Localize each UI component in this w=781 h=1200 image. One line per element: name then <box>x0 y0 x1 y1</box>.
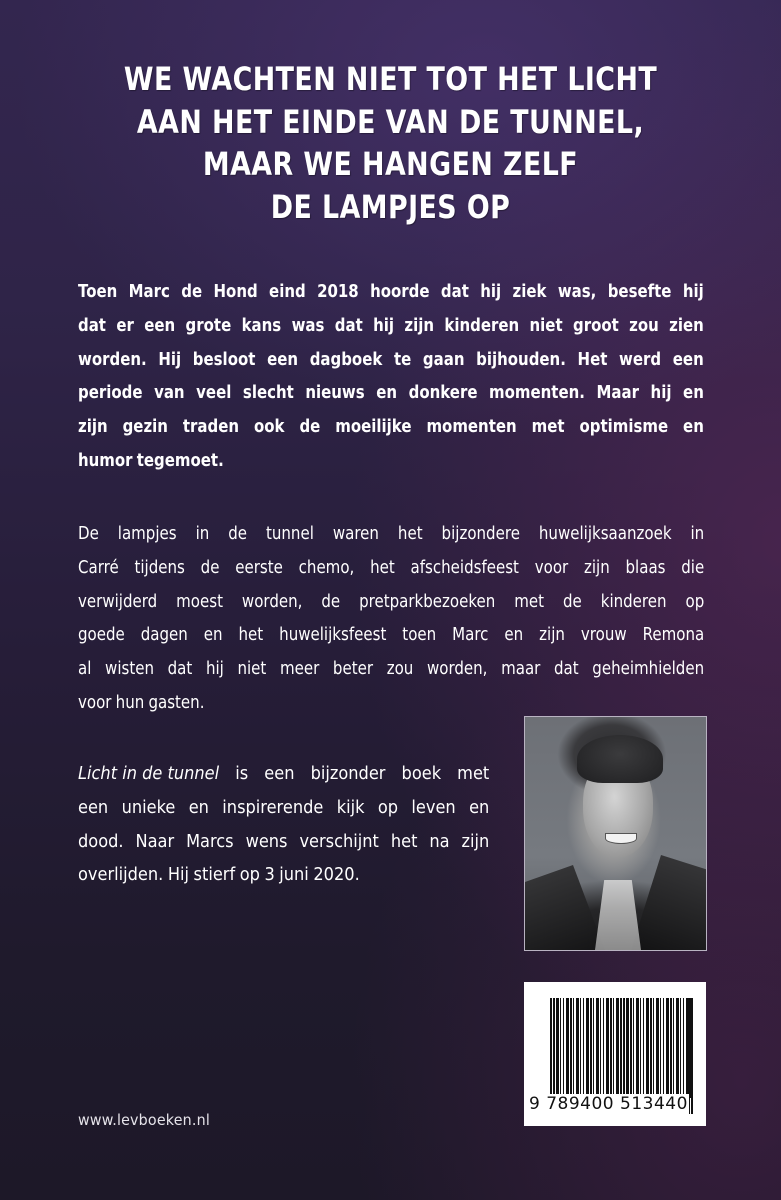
headline-quote <box>96 58 685 228</box>
word: er <box>116 315 134 336</box>
word: boek <box>401 763 442 784</box>
word: zijn <box>539 624 565 646</box>
word: nieuws <box>305 383 365 404</box>
publisher-url[interactable]: www.levboeken.nl <box>78 1111 210 1129</box>
photo-smile <box>605 833 637 844</box>
word: zijn <box>78 417 108 438</box>
word: zijn <box>404 315 435 336</box>
word: unieke <box>121 796 176 818</box>
word: te <box>393 349 412 370</box>
word: traden <box>182 417 240 438</box>
text-line <box>78 825 489 859</box>
word: pretparkbezoeken <box>359 590 496 612</box>
word: in <box>690 523 705 544</box>
word: een <box>144 315 176 336</box>
word: het <box>390 830 418 852</box>
word: De <box>78 523 99 544</box>
word: 2018 <box>317 282 359 302</box>
word: ziek <box>512 282 547 302</box>
word: wisten <box>105 658 154 680</box>
word: Marcs <box>186 830 234 852</box>
word: moeilijke <box>335 417 412 438</box>
word: zou <box>386 658 414 680</box>
word: hoorde <box>370 282 430 302</box>
intro-paragraph <box>78 276 704 479</box>
word: met <box>531 417 565 438</box>
word: zien <box>669 315 704 336</box>
word: besefte <box>607 282 672 302</box>
word: Hij <box>167 864 190 886</box>
word: was, <box>557 282 597 302</box>
text-line <box>78 858 489 892</box>
word: op <box>377 796 399 818</box>
word: eerste <box>235 556 283 578</box>
word: worden, <box>426 658 488 680</box>
word: kinderen <box>600 590 667 612</box>
word: de <box>299 417 321 438</box>
word: dagboek <box>309 349 383 370</box>
word: blaas <box>625 556 666 578</box>
word: dat <box>334 315 363 336</box>
word: periode <box>78 383 143 404</box>
word: stierf <box>193 864 236 886</box>
word: en <box>469 796 490 818</box>
word: dat <box>554 658 579 680</box>
word: de <box>563 590 582 612</box>
word: moest <box>176 590 223 612</box>
word: bijzonder <box>310 763 386 784</box>
word: slecht <box>242 383 294 404</box>
headline-line: MAAR WE HANGEN ZELF <box>202 145 579 183</box>
word: werd <box>619 349 662 370</box>
word: kijk <box>336 796 365 818</box>
word: dat <box>440 282 469 302</box>
word: geheimhielden <box>592 658 705 680</box>
word: Maar <box>596 383 639 404</box>
word: de <box>321 590 341 612</box>
word: meer <box>279 658 320 680</box>
word: het <box>238 624 264 646</box>
word: huwelijksaanzoek <box>538 523 672 544</box>
word: dat <box>78 315 106 336</box>
word: humor <box>78 450 133 471</box>
word: en <box>683 417 704 438</box>
word: een <box>264 763 295 784</box>
word: kinderen <box>444 315 520 336</box>
word: dood. <box>78 830 124 852</box>
word: en <box>203 624 223 646</box>
text-line <box>78 377 704 411</box>
word: chemo, <box>298 556 355 578</box>
text-line <box>78 757 489 791</box>
word: na <box>429 830 450 852</box>
text-line <box>78 652 704 686</box>
text-line <box>78 344 704 378</box>
word: hij <box>205 658 224 680</box>
word: en <box>188 796 209 818</box>
word: beter <box>332 658 374 680</box>
word: niet <box>237 658 267 680</box>
word: verschijnt <box>299 830 379 852</box>
word: dat <box>167 658 193 680</box>
word: overlijden. <box>78 864 164 886</box>
word: op <box>685 590 705 612</box>
headline-line: AAN HET EINDE VAN DE TUNNEL, <box>136 102 645 141</box>
word: inspirerende <box>222 796 324 818</box>
word: hij <box>480 282 502 302</box>
word: hij <box>373 315 395 336</box>
photo-jacket <box>525 865 605 950</box>
word: in <box>195 523 210 544</box>
word: tijdens <box>134 556 185 578</box>
word: momenten <box>426 417 517 438</box>
word: al <box>78 658 92 680</box>
photo-shirt <box>595 880 641 950</box>
isbn-number: 9 789400 513440 <box>529 1094 688 1114</box>
headline-line: DE LAMPJES OP <box>270 187 511 226</box>
word: bijzondere <box>441 523 520 544</box>
word: zijn <box>583 556 610 578</box>
word: kans <box>241 315 282 336</box>
word: bijhouden. <box>476 349 566 370</box>
word: 3 <box>264 864 275 886</box>
word: gasten. <box>148 691 205 713</box>
word: hij <box>682 282 704 302</box>
word: ook <box>253 417 285 438</box>
word: tegemoet. <box>136 450 224 471</box>
text-line <box>78 791 489 825</box>
word: voor <box>78 691 112 713</box>
author-photo <box>524 716 707 951</box>
word: zou <box>629 315 659 336</box>
word: Het <box>577 349 608 370</box>
word: met <box>514 590 545 612</box>
word: juni <box>279 864 309 886</box>
word: een <box>672 349 704 370</box>
word: grote <box>185 315 232 336</box>
word: goede <box>78 624 125 646</box>
word: verwijderd <box>78 590 158 612</box>
word: niet <box>529 315 563 336</box>
word: met <box>457 763 490 784</box>
word: de <box>228 523 248 544</box>
word: Marc <box>128 282 170 302</box>
word: optimisme <box>579 417 669 438</box>
word: van <box>154 383 185 404</box>
word: waren <box>332 523 379 544</box>
word: momenten. <box>489 383 585 404</box>
text-line <box>78 445 704 479</box>
word: lampjes <box>117 523 177 544</box>
word: het <box>370 556 395 578</box>
word: 2020. <box>313 864 360 886</box>
book-title: Licht in de tunnel <box>78 763 220 784</box>
word: worden. <box>78 349 147 370</box>
word: Marc <box>452 624 489 646</box>
text-line <box>78 276 704 310</box>
text-line <box>78 585 704 619</box>
word: en <box>683 383 704 404</box>
word: afscheidsfeest <box>410 556 519 578</box>
word: dagen <box>140 624 188 646</box>
word: veel <box>196 383 232 404</box>
word: hij <box>650 383 672 404</box>
word: de <box>181 282 203 302</box>
word: een <box>267 349 299 370</box>
word: gezin <box>122 417 168 438</box>
text-line <box>78 411 704 445</box>
word: vrouw <box>580 624 627 646</box>
text-line <box>78 686 704 720</box>
text-line <box>78 517 704 551</box>
word: de <box>200 556 220 578</box>
word: gaan <box>422 349 465 370</box>
word: tunnel <box>265 523 314 544</box>
word: op <box>239 864 260 886</box>
headline-line: WE WACHTEN NIET TOT HET LICHT <box>123 60 658 98</box>
book-summary-paragraph <box>78 757 489 892</box>
word: en <box>376 383 398 404</box>
text-line <box>78 618 704 652</box>
word: huwelijksfeest <box>279 624 387 646</box>
word: voor <box>534 556 569 578</box>
word: donkere <box>408 383 478 404</box>
word: hun <box>115 691 145 713</box>
word: toen <box>402 624 437 646</box>
text-line <box>78 551 704 585</box>
word: Carré <box>78 556 119 578</box>
word: maar <box>501 658 541 680</box>
word: Naar <box>135 830 175 852</box>
word: was <box>291 315 325 336</box>
word: Hond <box>213 282 258 302</box>
word: besloot <box>192 349 256 370</box>
lampjes-paragraph <box>78 517 704 720</box>
word: wens <box>245 830 288 852</box>
word: eind <box>269 282 306 302</box>
text-line <box>78 310 704 344</box>
word: Toen <box>78 282 118 302</box>
word: zijn <box>461 830 490 852</box>
word: die <box>681 556 705 578</box>
word: worden, <box>241 590 303 612</box>
photo-hair <box>577 735 663 783</box>
word: het <box>397 523 423 544</box>
word: groot <box>572 315 619 336</box>
photo-jacket <box>631 855 706 950</box>
word: is <box>235 763 249 784</box>
isbn-barcode <box>524 982 706 1126</box>
word: leven <box>411 796 456 818</box>
word: en <box>504 624 524 646</box>
word: Remona <box>642 624 705 646</box>
word: een <box>78 796 109 818</box>
word: Hij <box>158 349 182 370</box>
